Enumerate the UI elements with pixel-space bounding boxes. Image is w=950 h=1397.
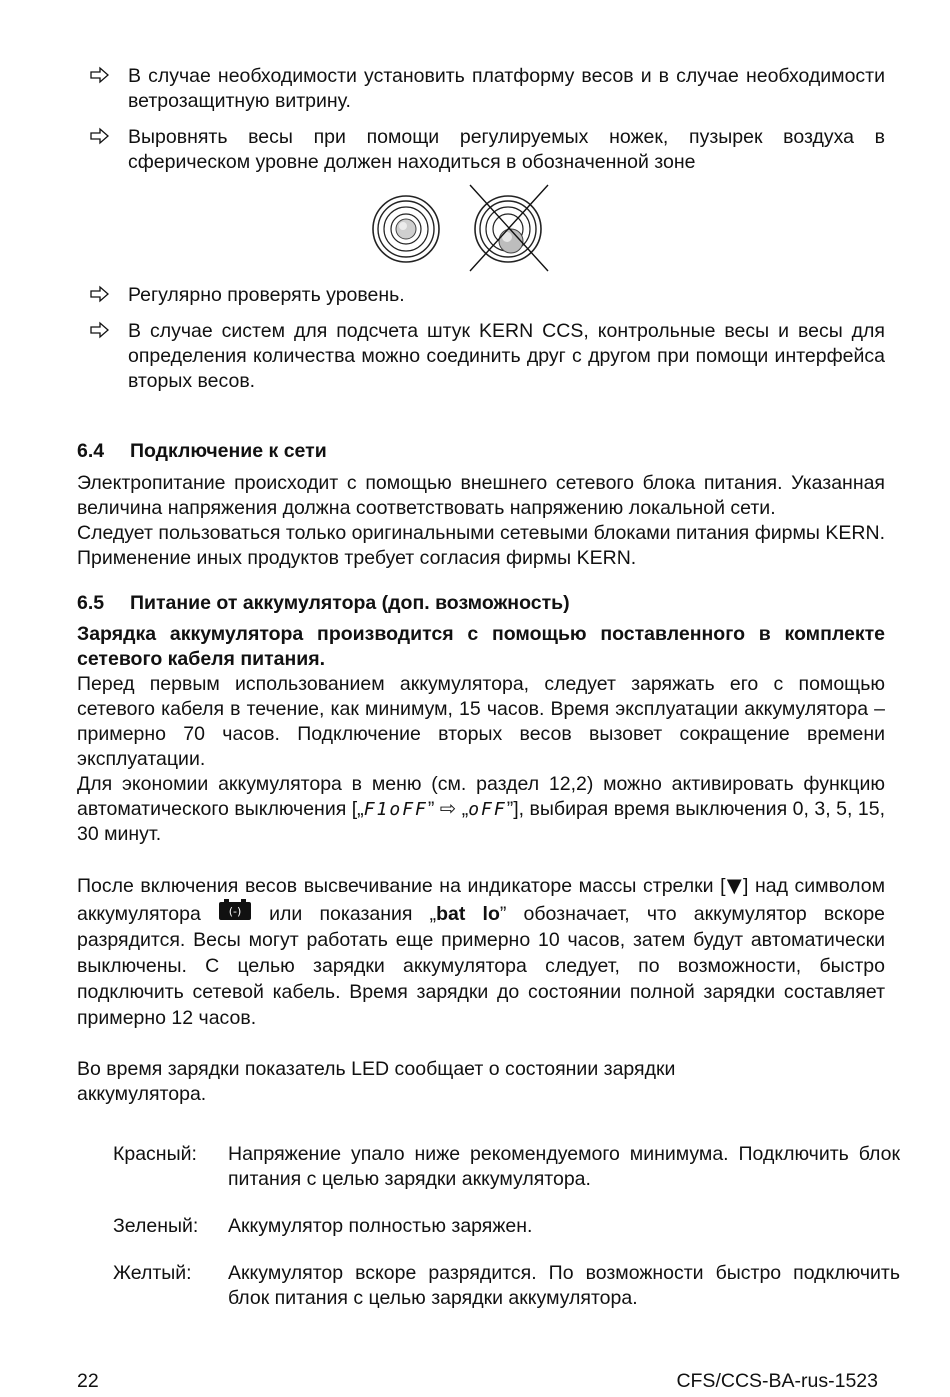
- battery-paragraph-3: После включения весов высвечивание на индикаторе массы стрелки [▼] над символом аккумулятора (-) или показания „bat lo” обозначает, что аккумулятор вскоре разрядится. Весы могут работать еще примерно 10 часов, затем будут автоматически выключены. С целью зарядки аккумулятора следует, по возможности, быстро подключить сетевой кабель. Время зарядки до состоянии полной зарядки составляет примерно 12 часов.: [77, 874, 886, 1029]
- bullet-check-level: [77, 283, 885, 308]
- bullet-text: Выровнять весы при помощи регулируемых ножек, пузырек воздуха в сферическом уровне должен находиться в обозначенной зоне: [128, 126, 885, 173]
- bullet-level-scale: [77, 125, 885, 175]
- led-label: Желтый:: [113, 1262, 192, 1284]
- section-title: Питание от аккумулятора (доп. возможность): [130, 592, 570, 614]
- arrow-right-icon: [90, 284, 112, 306]
- power-paragraph-2: Следует пользоваться только оригинальными сетевыми блоками питания фирмы KERN. Применение иных продуктов требует согласия фирмы KERN.: [77, 522, 885, 569]
- battery-minus-icon: [218, 899, 252, 921]
- battery-bold-intro: Зарядка аккумулятора производится с помощью поставленного в комплекте сетевого кабеля питания.: [77, 623, 885, 670]
- bullet-install-platform: [77, 64, 885, 114]
- bubble-level-icon: [368, 183, 558, 275]
- svg-text:(-): (-): [228, 905, 242, 918]
- section-number: 6.4: [77, 440, 105, 462]
- arrow-right-icon: [90, 65, 112, 87]
- power-paragraph-1: Электропитание происходит с помощью внешнего сетевого блока питания. Указанная величина напряжения должна соответствовать напряжению локальной сети.: [77, 472, 885, 519]
- bubble-level-illustration: [77, 183, 885, 275]
- page-content: [77, 64, 900, 1311]
- arrow-right-icon: [90, 320, 112, 342]
- section-title: Подключение к сети: [130, 440, 327, 462]
- bullet-text: В случае систем для подсчета штук KERN CCS, контрольные весы и весы для определения количества можно соединить друг с другом при помощи интерфейса вторых весов.: [128, 320, 885, 392]
- section-6-4-heading: [77, 439, 885, 464]
- section-number: 6.5: [77, 592, 105, 614]
- led-description: Напряжение упало ниже рекомендуемого минимума. Подключить блок питания с целью зарядки аккумулятора.: [228, 1143, 900, 1190]
- section-6-5-heading: [77, 591, 885, 616]
- led-label: Красный:: [113, 1143, 197, 1165]
- document-id: CFS/CCS-BA-rus-1523: [676, 1370, 878, 1392]
- led-state-red: [77, 1142, 900, 1192]
- battery-paragraph-4: Во время зарядки показатель LED сообщает о состоянии зарядки аккумулятора.: [77, 1058, 676, 1105]
- led-state-yellow: [77, 1261, 900, 1311]
- arrow-right-icon: [90, 126, 112, 148]
- led-description: Аккумулятор вскоре разрядится. По возможности быстро подключить блок питания с целью зарядки аккумулятора.: [228, 1262, 900, 1309]
- lcd-display-text: oFF: [468, 799, 507, 820]
- level-correct-icon: [373, 196, 439, 262]
- battery-paragraph-2: Для экономии аккумулятора в меню (см. раздел 12,2) можно активировать функцию автоматического выключения [„F1oFF” ⇨ „oFF”], выбирая время выключения 0, 3, 5, 15, 30 минут.: [77, 773, 885, 845]
- page-number: 22: [77, 1370, 99, 1392]
- led-description: Аккумулятор полностью заряжен.: [228, 1215, 533, 1237]
- level-incorrect-icon: [470, 185, 548, 271]
- led-state-green: [77, 1214, 900, 1239]
- battery-paragraph-1: Перед первым использованием аккумулятора, следует заряжать его с помощью сетевого кабеля в течение, как минимум, 15 часов. Время эксплуатации аккумулятора – примерно 70 часов. Подключение вторых весов вызовет сокращение времени эксплуатации.: [77, 673, 885, 770]
- bullet-text: Регулярно проверять уровень.: [128, 284, 405, 306]
- bullet-text: В случае необходимости установить платформу весов и в случае необходимости ветрозащитную витрину.: [128, 65, 885, 112]
- down-triangle-icon: ▼: [725, 874, 743, 897]
- lcd-display-text: F1oFF: [363, 799, 428, 820]
- bullet-ccs-connection: [77, 319, 885, 394]
- led-label: Зеленый:: [113, 1215, 199, 1237]
